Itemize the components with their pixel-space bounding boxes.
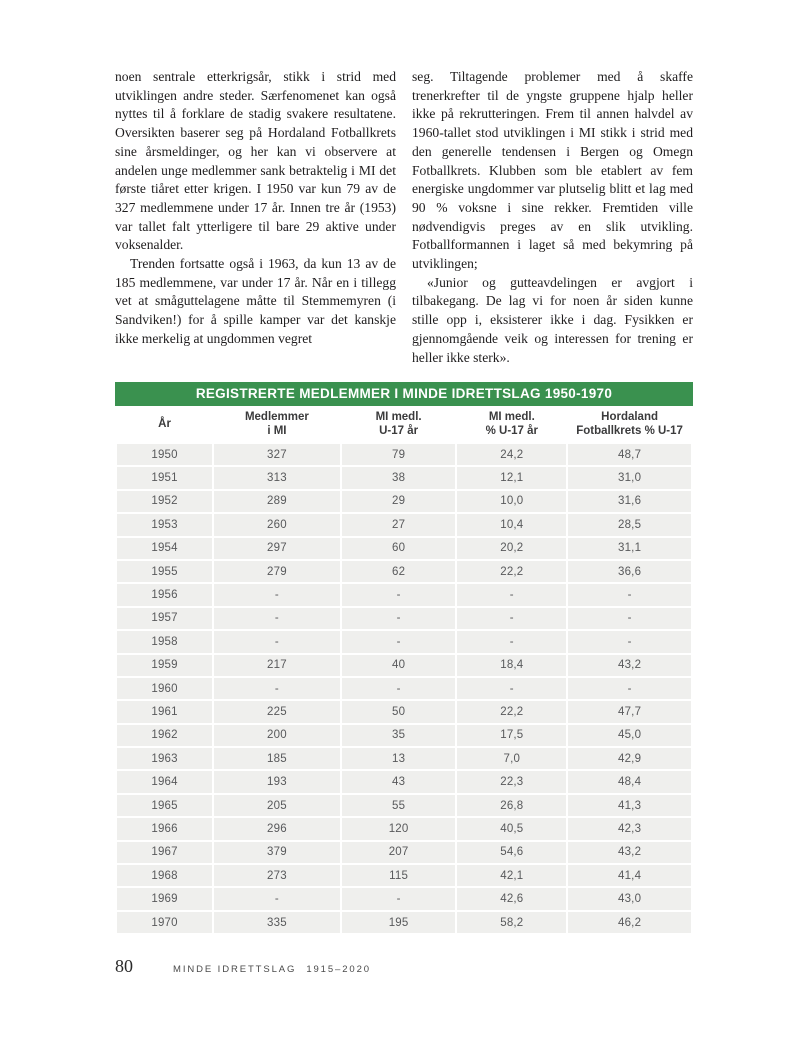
table-row (117, 608, 691, 629)
table-header-row (117, 408, 691, 442)
table-cell: 10,0 (457, 491, 566, 512)
table-cell: 38 (342, 467, 456, 488)
text-column-right (412, 68, 693, 367)
table-cell: 289 (214, 491, 340, 512)
table-cell: 31,1 (568, 538, 691, 559)
table-cell: 279 (214, 561, 340, 582)
table-row (117, 795, 691, 816)
table-cell: 200 (214, 725, 340, 746)
table-cell: 22,2 (457, 561, 566, 582)
column-header (214, 408, 340, 442)
paragraph: noen sentrale etterkrigsår, stikk i strid med utviklingen andre steder. Særfenomenet kan også nyttes til å forklare de stadig svakere resultatene. Oversikten baserer seg på Hordaland Fotballkrets sine årsmeldinger, og her kan vi observere at andelen unge medlemmer sank betraktelig i MI det første tiåret etter krigen. I 1950 var kun 79 av de 327 medlemmene under 17 år. Innen tre år (1953) var tallet falt ytterligere til bare 29 aktive under voksenalder. (115, 69, 396, 253)
table-cell: - (457, 584, 566, 605)
table-row (117, 655, 691, 676)
table-cell: 43,0 (568, 888, 691, 909)
table-cell: - (342, 631, 456, 652)
paragraph: Trenden fortsatte også i 1963, da kun 13 av de 185 medlemmene, var under 17 år. Når en i tillegg vet at småguttelagene måtte til Stemmemyren (i Sandviken!) for å spille kamper var det kanskje ikke merkelig at ungdommen vegret (115, 256, 396, 346)
table-cell: 1957 (117, 608, 212, 629)
table-cell: 26,8 (457, 795, 566, 816)
table-cell: 1956 (117, 584, 212, 605)
table-cell: 379 (214, 842, 340, 863)
members-table (115, 406, 693, 935)
table-cell: 205 (214, 795, 340, 816)
table-row (117, 584, 691, 605)
table-cell: 1964 (117, 771, 212, 792)
table-cell: 1952 (117, 491, 212, 512)
table-cell: 296 (214, 818, 340, 839)
table-cell: 22,3 (457, 771, 566, 792)
table-cell: 115 (342, 865, 456, 886)
members-table-section (115, 382, 693, 935)
table-cell: 1955 (117, 561, 212, 582)
table-cell: 185 (214, 748, 340, 769)
table-cell: - (214, 678, 340, 699)
table-cell: 48,7 (568, 444, 691, 465)
table-cell: 40 (342, 655, 456, 676)
table-row (117, 748, 691, 769)
table-cell: 1961 (117, 701, 212, 722)
column-header (117, 408, 212, 442)
table-cell: 43,2 (568, 655, 691, 676)
series-years: 1915–2020 (306, 964, 371, 975)
table-cell: 47,7 (568, 701, 691, 722)
table-cell: 22,2 (457, 701, 566, 722)
table-cell: 10,4 (457, 514, 566, 535)
table-cell: - (457, 631, 566, 652)
table-cell: 18,4 (457, 655, 566, 676)
table-row (117, 491, 691, 512)
table-cell: 43,2 (568, 842, 691, 863)
table-cell: 27 (342, 514, 456, 535)
table-cell: 193 (214, 771, 340, 792)
table-cell: 36,6 (568, 561, 691, 582)
column-header-line: Medlemmer (244, 411, 309, 423)
table-cell: 195 (342, 912, 456, 933)
table-row (117, 678, 691, 699)
column-header-line: % U-17 år (485, 425, 539, 437)
table-cell: 31,6 (568, 491, 691, 512)
table-cell: - (568, 678, 691, 699)
column-header-line: Fotballkrets % U-17 (576, 425, 683, 437)
table-cell: 1963 (117, 748, 212, 769)
table-row (117, 514, 691, 535)
table-cell: 1950 (117, 444, 212, 465)
table-cell: 54,6 (457, 842, 566, 863)
table-row (117, 561, 691, 582)
table-cell: 1958 (117, 631, 212, 652)
table-cell: 45,0 (568, 725, 691, 746)
page-footer (115, 956, 371, 977)
table-cell: 42,3 (568, 818, 691, 839)
column-header-line: MI medl. (375, 411, 422, 423)
table-cell: 313 (214, 467, 340, 488)
column-header-line: i MI (267, 425, 287, 437)
table-row (117, 818, 691, 839)
table-cell: - (214, 608, 340, 629)
column-header (568, 408, 691, 442)
table-cell: 17,5 (457, 725, 566, 746)
table-cell: 225 (214, 701, 340, 722)
table-cell: 327 (214, 444, 340, 465)
table-cell: 120 (342, 818, 456, 839)
column-header-line: Hordaland (601, 411, 659, 423)
table-cell: 28,5 (568, 514, 691, 535)
table-cell: 60 (342, 538, 456, 559)
table-cell: - (457, 678, 566, 699)
table-row (117, 444, 691, 465)
table-row (117, 538, 691, 559)
column-header (457, 408, 566, 442)
table-cell: - (342, 678, 456, 699)
table-cell: 55 (342, 795, 456, 816)
table-cell: 62 (342, 561, 456, 582)
table-header-row (117, 408, 691, 442)
table-cell: 20,2 (457, 538, 566, 559)
table-cell: 1953 (117, 514, 212, 535)
table-row (117, 912, 691, 933)
table-cell: 42,9 (568, 748, 691, 769)
table-cell: 1954 (117, 538, 212, 559)
table-cell: 79 (342, 444, 456, 465)
paragraph: «Junior og gutteavdelingen er avgjort i tilbakegang. De lag vi for noen år siden kunne stille opp i, eksisterer ikke i dag. Fysikken er gjennomgående veik og interessen for trening er heller ikke sterk». (412, 274, 693, 365)
table-cell: 1960 (117, 678, 212, 699)
table-cell: 1966 (117, 818, 212, 839)
table-cell: - (214, 888, 340, 909)
table-cell: 207 (342, 842, 456, 863)
table-cell: 1959 (117, 655, 212, 676)
table-cell: 48,4 (568, 771, 691, 792)
table-row (117, 771, 691, 792)
table-cell: 7,0 (457, 748, 566, 769)
table-cell: 297 (214, 538, 340, 559)
series-caption (173, 964, 371, 975)
table-title: REGISTRERTE MEDLEMMER I MINDE IDRETTSLAG 1950-1970 (115, 382, 693, 406)
table-row (117, 865, 691, 886)
table-cell: 217 (214, 655, 340, 676)
page-number: 80 (115, 956, 133, 976)
table-row (117, 467, 691, 488)
table-cell: - (568, 608, 691, 629)
table-cell: - (342, 584, 456, 605)
table-cell: 46,2 (568, 912, 691, 933)
table-cell: 42,6 (457, 888, 566, 909)
table-cell: 335 (214, 912, 340, 933)
table-cell: 13 (342, 748, 456, 769)
table-cell: 1970 (117, 912, 212, 933)
column-header-line: År (158, 418, 171, 430)
table-cell: - (568, 631, 691, 652)
table-row (117, 842, 691, 863)
table-cell: 50 (342, 701, 456, 722)
table-cell: 40,5 (457, 818, 566, 839)
table-row (117, 701, 691, 722)
table-cell: - (568, 584, 691, 605)
body-text (115, 68, 693, 367)
table-cell: - (214, 631, 340, 652)
table-body (117, 444, 691, 933)
table-cell: 58,2 (457, 912, 566, 933)
column-header (342, 408, 456, 442)
column-header-line: U-17 år (379, 425, 419, 437)
table-cell: - (342, 888, 456, 909)
table-row (117, 631, 691, 652)
table-cell: 42,1 (457, 865, 566, 886)
series-title: MINDE IDRETTSLAG (173, 964, 297, 975)
paragraph: seg. Tiltagende problemer med å skaffe trenerkrefter til de yngste gruppene hjalp heller ikke på rekrutteringen. Frem til annen halvdel av 1960-tallet stod utviklingen i MI stikk i strid med den generelle tendensen i Bergen og Omegn Fotballkrets. Klubben som ble etablert av fem energiske ungdommer var plutselig blitt et lag med 90 % voksne i sine rekker. Fremtiden ville nødvendigvis preges av en slik utvikling. Fotballformannen i laget så med bekymring på utviklingen; (412, 69, 693, 272)
table-cell: 273 (214, 865, 340, 886)
table-cell: - (214, 584, 340, 605)
table-cell: 29 (342, 491, 456, 512)
table-row (117, 725, 691, 746)
table-cell: 41,3 (568, 795, 691, 816)
table-cell: 12,1 (457, 467, 566, 488)
table-cell: 43 (342, 771, 456, 792)
table-cell: 1969 (117, 888, 212, 909)
table-cell: 24,2 (457, 444, 566, 465)
table-cell: 41,4 (568, 865, 691, 886)
table-cell: 35 (342, 725, 456, 746)
table-cell: 31,0 (568, 467, 691, 488)
column-header-line: MI medl. (488, 411, 535, 423)
table-row (117, 888, 691, 909)
table-cell: - (457, 608, 566, 629)
text-column-left (115, 68, 396, 367)
table-cell: 260 (214, 514, 340, 535)
table-cell: 1951 (117, 467, 212, 488)
table-cell: 1965 (117, 795, 212, 816)
table-cell: 1968 (117, 865, 212, 886)
table-cell: 1962 (117, 725, 212, 746)
table-cell: - (342, 608, 456, 629)
table-cell: 1967 (117, 842, 212, 863)
